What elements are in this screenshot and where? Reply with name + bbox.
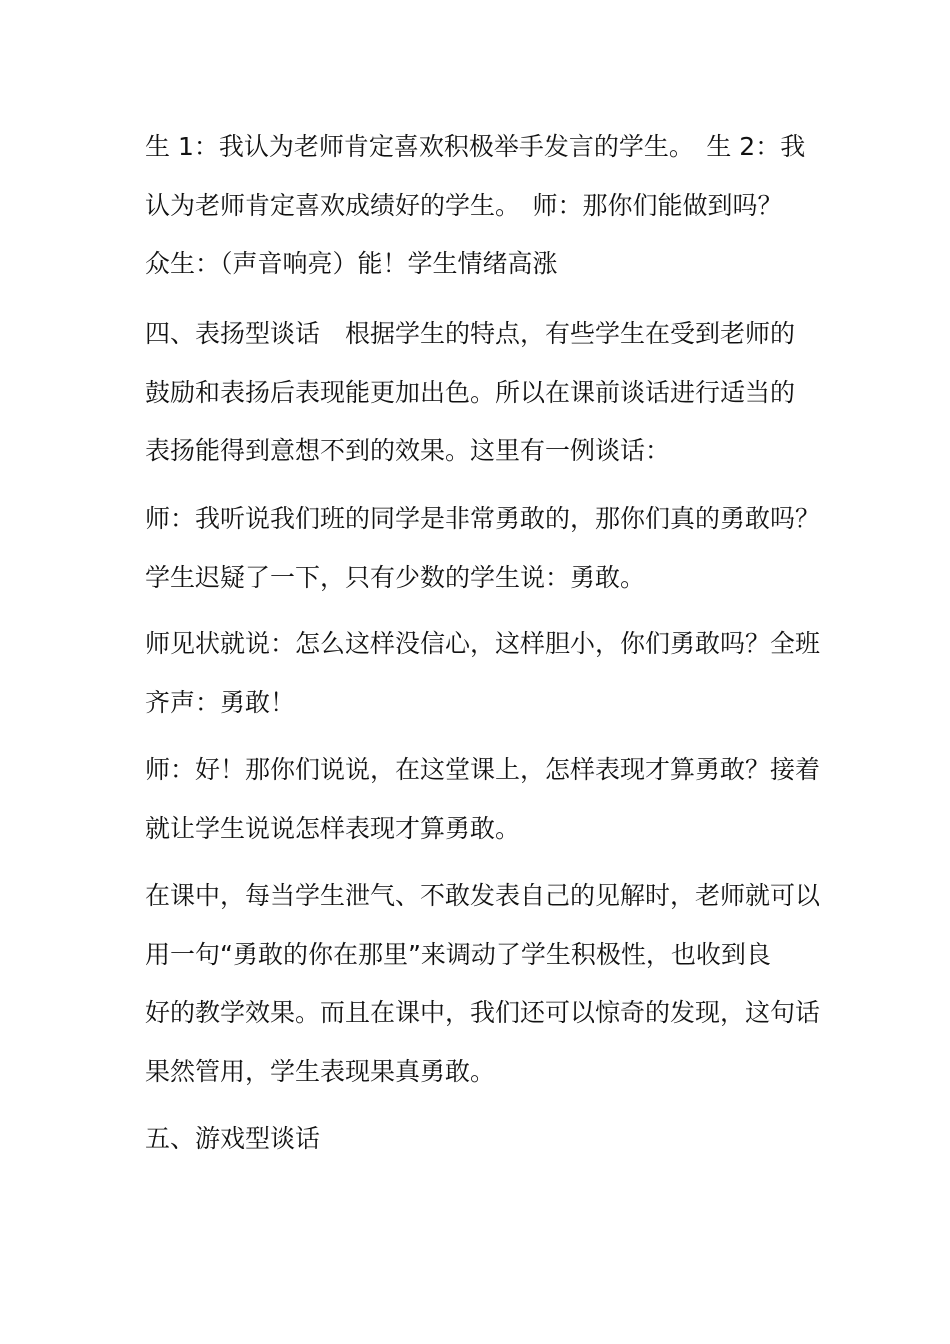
text-line: 在课中，每当学生泄气、不敢发表自己的见解时，老师就可以 — [145, 881, 821, 910]
text-line: 学生迟疑了一下，只有少数的学生说：勇敢。 — [145, 562, 646, 592]
paragraph-section-four — [145, 305, 845, 481]
text-line: 生 1：我认为老师肯定喜欢积极举手发言的学生。 生 2：我 — [145, 132, 806, 161]
paragraph-teacher-response — [145, 615, 845, 732]
paragraph-teacher-question — [145, 490, 845, 607]
text-line: 五、游戏型谈话 — [145, 1124, 321, 1153]
text-line: 四、表扬型谈话 根据学生的特点，有些学生在受到老师的 — [145, 319, 796, 348]
paragraph-classroom-effect — [145, 867, 845, 1101]
section-heading-five — [145, 1110, 845, 1169]
text-line: 师：好！那你们说说，在这堂课上，怎样表现才算勇敢？接着 — [145, 755, 821, 784]
text-line: 师：我听说我们班的同学是非常勇敢的，那你们真的勇敢吗？ — [145, 504, 821, 533]
text-line: 鼓励和表扬后表现能更加出色。所以在课前谈话进行适当的 — [145, 377, 796, 407]
text-line: 就让学生说说怎样表现才算勇敢。 — [145, 813, 521, 843]
text-line: 众生：（声音响亮）能！学生情绪高涨 — [145, 249, 558, 278]
text-line: 师见状就说：怎么这样没信心，这样胆小，你们勇敢吗？全班 — [145, 629, 821, 658]
text-line: 好的教学效果。而且在课中，我们还可以惊奇的发现，这句话 — [145, 998, 821, 1027]
text-line: 齐声：勇敢！ — [145, 687, 296, 717]
paragraph-dialogue-intro — [145, 118, 845, 294]
text-line: 果然管用，学生表现果真勇敢。 — [145, 1056, 496, 1086]
text-line: 表扬能得到意想不到的效果。这里有一例谈话： — [145, 436, 671, 465]
text-line: 认为老师肯定喜欢成绩好的学生。 师：那你们能做到吗？ — [145, 190, 783, 220]
text-line: 用一句“勇敢的你在那里”来调动了学生积极性，也收到良 — [145, 939, 771, 969]
paragraph-teacher-followup — [145, 741, 845, 858]
